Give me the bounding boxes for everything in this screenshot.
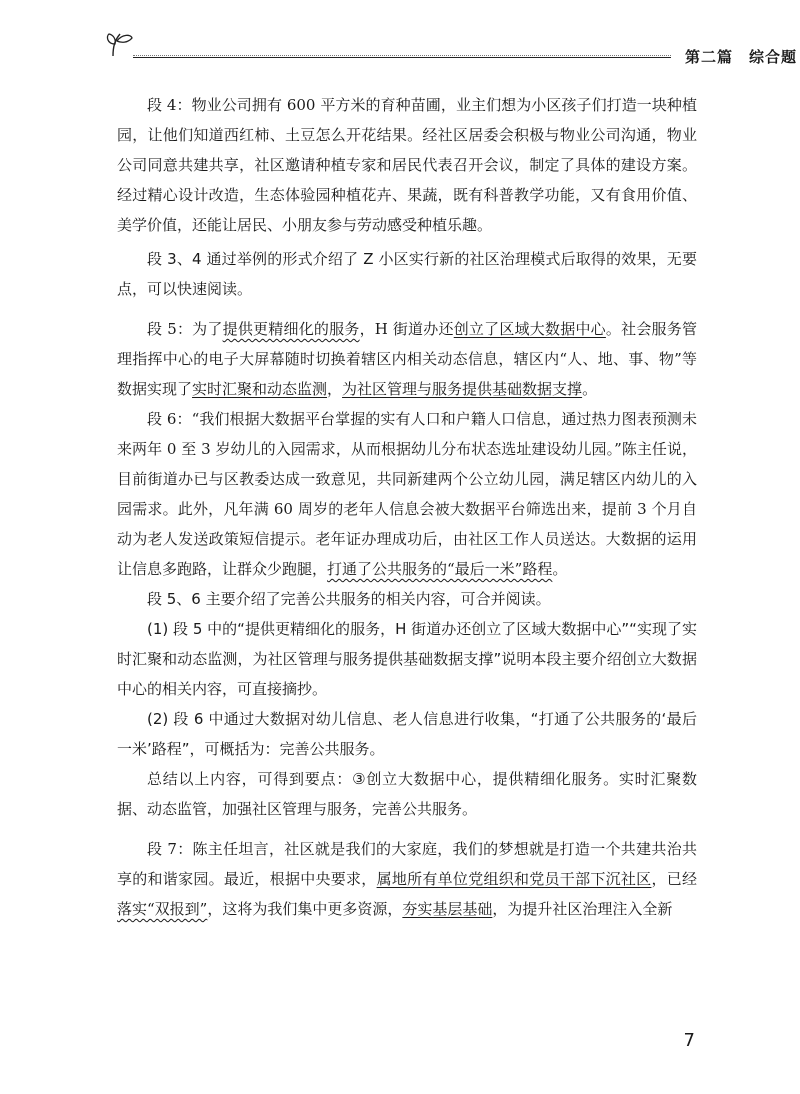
text-span: 。	[552, 560, 568, 578]
underlined-phrase: 创立了区域大数据中心	[453, 320, 606, 338]
paragraph-7	[117, 834, 697, 924]
text-span: ，这将为我们集中更多资源，	[207, 900, 403, 918]
analysis-item-1: (1) 段 5 中的“提供更精细化的服务，H 街道办还创立了区域大数据中心”“实现了实时汇聚和动态监测，为社区管理与服务提供基础数据支撑”说明本段主要介绍创立大数据中心的相关内容，可直接摘抄。	[117, 620, 697, 698]
text-span: ，已经	[651, 870, 697, 888]
paragraph-6	[117, 404, 697, 584]
sprout-icon	[105, 30, 135, 58]
paragraph-5	[117, 314, 697, 404]
underlined-phrase: 为社区管理与服务提供基础数据支撑	[342, 380, 583, 398]
text-span: ，	[327, 380, 343, 398]
text-span: 。	[582, 380, 598, 398]
wavy-underline-phrase: 提供更精细化的服务	[222, 320, 360, 338]
underlined-phrase: 属地所有单位党组织和党员干部下沉社区	[376, 870, 652, 888]
text-span: 段 6：“我们根据大数据平台掌握的实有人口和户籍人口信息，通过热力图表预测未来两年 0 至 3 岁幼儿的入园需求，从而根据幼儿分布状态选址建设幼儿园。”陈主任说，目前街道办已与区教委达成一致意见，共同新建两个公立幼儿园，满足辖区内幼儿的入园需求。此外，凡年满 60 周岁的老年人信息会被大数据平台筛选出来，提前 3 个月自动为老人发送政策短信提示。老年证办理成功后，由社区工作人员送达。大数据的运用让信息多跑路，让群众少跑腿，	[117, 410, 697, 578]
page-header	[105, 30, 798, 70]
analysis-note-3-4: 段 3、4 通过举例的形式介绍了 Z 小区实行新的社区治理模式后取得的效果，无要点，可以快速阅读。	[117, 250, 697, 298]
text-span: ，为提升社区治理注入全新	[492, 900, 673, 918]
paragraph-4: 段 4：物业公司拥有 600 平方米的育种苗圃，业主们想为小区孩子们打造一块种植园，让他们知道西红柿、土豆怎么开花结果。经社区居委会积极与物业公司沟通，物业公司同意共建共享，社区邀请种植专家和居民代表召开会议，制定了具体的建设方案。经过精心设计改造，生态体验园种植花卉、果蔬，既有科普教学功能，又有食用价值、美学价值，还能让居民、小朋友参与劳动感受种植乐趣。	[117, 96, 697, 234]
underlined-phrase: 实时汇聚和动态监测	[192, 380, 328, 398]
page-number: 7	[683, 1030, 695, 1051]
text-span: ，H 街道办还	[359, 320, 454, 338]
page-content	[117, 90, 697, 924]
analysis-summary: 总结以上内容，可得到要点：③创立大数据中心，提供精细化服务。实时汇聚数据、动态监管，加强社区管理与服务，完善公共服务。	[117, 770, 697, 818]
analysis-item-2: (2) 段 6 中通过大数据对幼儿信息、老人信息进行收集，“打通了公共服务的‘最后一米’路程”，可概括为：完善公共服务。	[117, 710, 697, 758]
text-span: 。社会服务管理指挥中心的电子大屏幕随时切换着辖区内相关动态信息，辖区内“人、地、事、物”等数据实现了	[117, 320, 697, 398]
underlined-phrase: 夯实基层基础	[402, 900, 493, 918]
section-title: 第二篇 综合题	[685, 48, 798, 66]
header-rule-left	[133, 57, 671, 58]
wavy-underline-phrase: 打通了公共服务的“最后一米”路程	[327, 560, 553, 578]
text-span: 段 7：陈主任坦言，社区就是我们的大家庭，我们的梦想就是打造一个共建共治共享的和谐家园。最近，根据中央要求，	[117, 840, 697, 888]
analysis-note-5-6: 段 5、6 主要介绍了完善公共服务的相关内容，可合并阅读。	[147, 590, 551, 608]
wavy-underline-phrase: 落实“双报到”	[117, 900, 208, 918]
text-span: 段 5：为了	[147, 320, 223, 338]
header-dotted-rule	[133, 55, 671, 56]
